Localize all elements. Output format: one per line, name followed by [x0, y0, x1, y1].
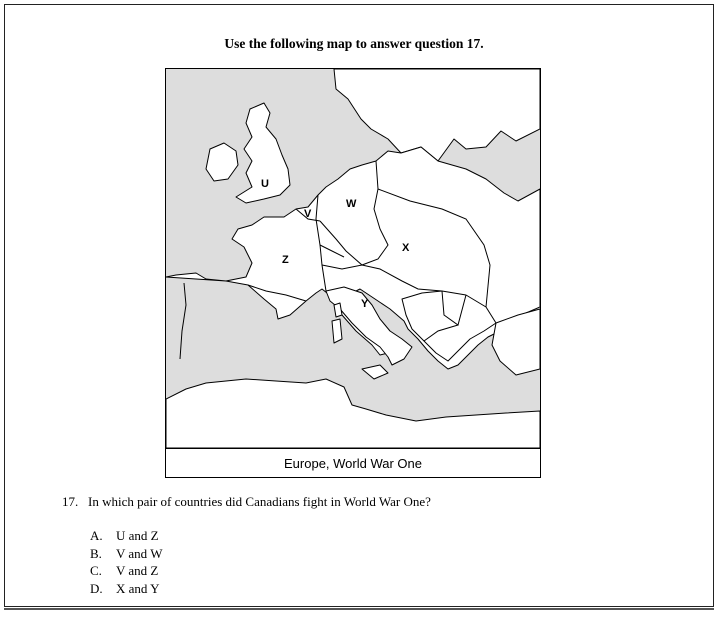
- option-text: V and W: [116, 545, 163, 561]
- land-corsica: [334, 303, 342, 317]
- land-sardinia: [332, 319, 342, 343]
- option-a[interactable]: [90, 527, 162, 545]
- option-text: U and Z: [116, 528, 159, 543]
- question-text: In which pair of countries did Canadians fight in World War One?: [88, 494, 431, 509]
- map-label-x: X: [402, 242, 410, 254]
- europe-map: [166, 69, 540, 448]
- option-b[interactable]: [90, 545, 162, 563]
- map-figure: [165, 68, 541, 478]
- question-17: [62, 494, 431, 510]
- option-d[interactable]: [90, 580, 162, 598]
- map-label-z: Z: [282, 254, 289, 266]
- map-label-u: U: [261, 178, 269, 190]
- map-caption: Europe, World War One: [166, 448, 540, 477]
- question-number: 17.: [62, 494, 79, 509]
- instruction-heading: Use the following map to answer question 17.: [224, 36, 484, 51]
- option-text: V and Z: [116, 563, 159, 578]
- option-c[interactable]: [90, 562, 162, 580]
- option-letter: D.: [90, 580, 103, 596]
- option-letter: A.: [90, 528, 103, 543]
- answer-options: [90, 527, 162, 597]
- page-bottom-rule: [4, 608, 714, 610]
- map-label-v: V: [304, 208, 312, 220]
- map-label-y: Y: [361, 298, 369, 310]
- option-letter: B.: [90, 545, 102, 561]
- option-letter: C.: [90, 563, 102, 578]
- map-label-w: W: [346, 198, 357, 210]
- option-text: X and Y: [116, 580, 160, 596]
